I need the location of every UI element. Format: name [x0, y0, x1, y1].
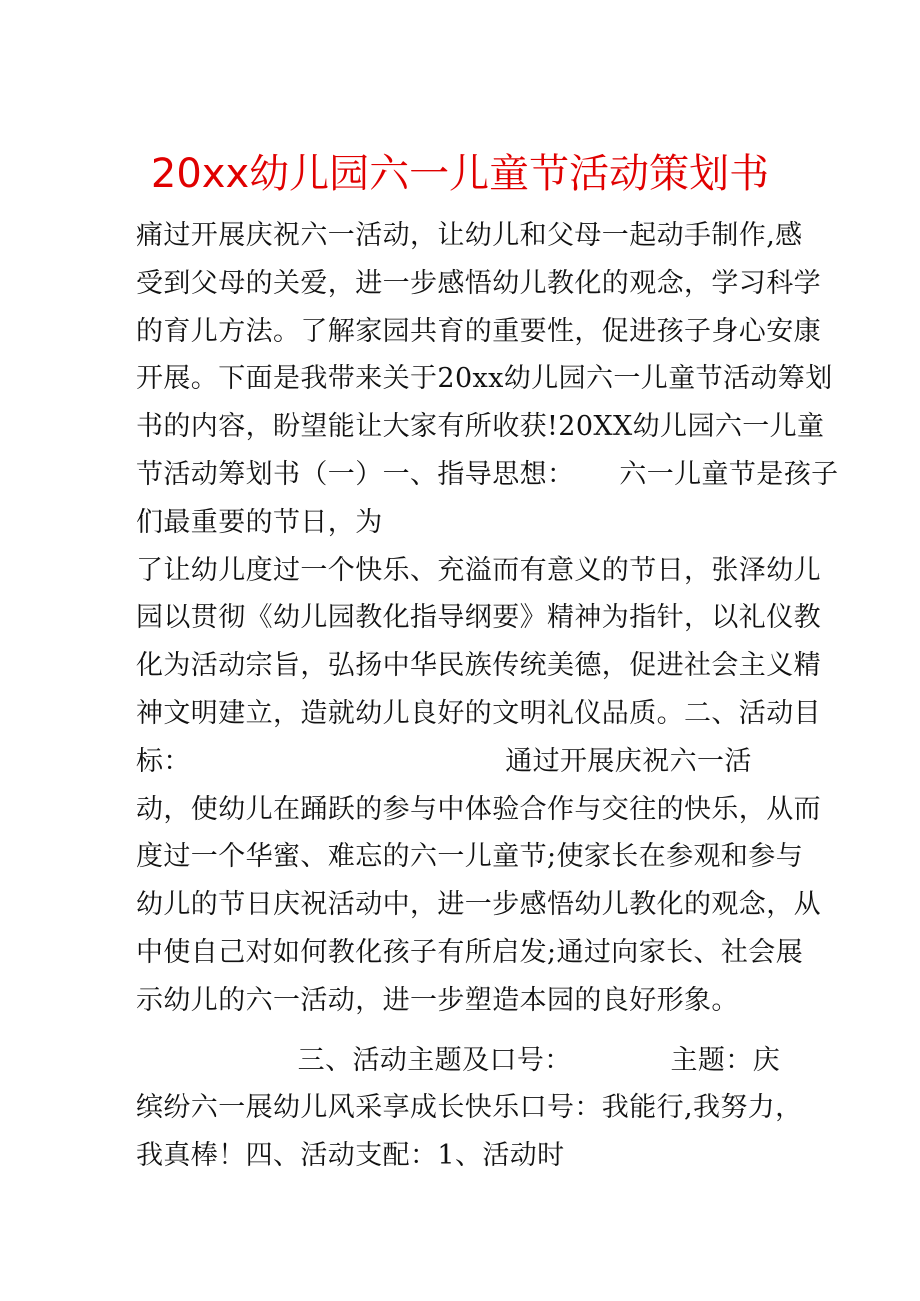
body-line: 开展。下面是我带来关于20xx幼儿园六一儿童节活动筹划 — [136, 363, 833, 395]
document-title: 20xx幼儿园六一儿童节活动策划书 — [150, 151, 770, 197]
body-line: 化为活动宗旨，弘扬中华民族传统美德，促进社会主义精 — [136, 650, 821, 682]
body-line: 动，使幼儿在踊跃的参与中体验合作与交往的快乐，从而 — [136, 793, 821, 825]
body-line: 的育儿方法。了解家园共育的重要性，促进孩子身心安康 — [136, 315, 821, 347]
body-line: 示幼儿的六一活动，进一步塑造本园的良好形象。 — [136, 984, 739, 1016]
body-line: 书的内容，盼望能让大家有所收获!20XX幼儿园六一儿童 — [136, 411, 825, 443]
body-line: 园以贯彻《幼儿园教化指导纲要》精神为指针，以礼仪教 — [136, 602, 821, 634]
body-line: 痛过开展庆祝六一活动，让幼儿和父母一起动手制作,感 — [136, 220, 803, 251]
body-line: 幼儿的节日庆祝活动中，进一步感悟幼儿教化的观念，从 — [136, 889, 821, 921]
body-line: 中使自己对如何教化孩子有所启发;通过向家长、社会展 — [136, 936, 804, 968]
body-line: 了让幼儿度过一个快乐、充溢而有意义的节日，张泽幼儿 — [136, 554, 821, 586]
body-line: 标： 通过开展庆祝六一活 — [136, 745, 752, 777]
document-body — [136, 212, 839, 1180]
body-line: 三、活动主题及口号： 主题：庆 — [136, 1044, 781, 1076]
body-line: 我真棒！四、活动支配：1、活动时 — [136, 1140, 565, 1172]
body-line: 度过一个华蜜、难忘的六一儿童节;使家长在参观和参与 — [136, 841, 804, 873]
body-line: 神文明建立，造就幼儿良好的文明礼仪品质。二、活动目 — [136, 697, 821, 729]
body-line: 缤纷六一展幼儿风采享成长快乐口号：我能行,我努力， — [136, 1092, 803, 1124]
body-line: 节活动筹划书（一）一、指导思想： 六一儿童节是孩子 — [136, 458, 839, 490]
body-line: 们最重要的节日，为 — [136, 506, 383, 538]
body-line: 受到父母的关爱，进一步感悟幼儿教化的观念，学习科学 — [136, 267, 821, 299]
